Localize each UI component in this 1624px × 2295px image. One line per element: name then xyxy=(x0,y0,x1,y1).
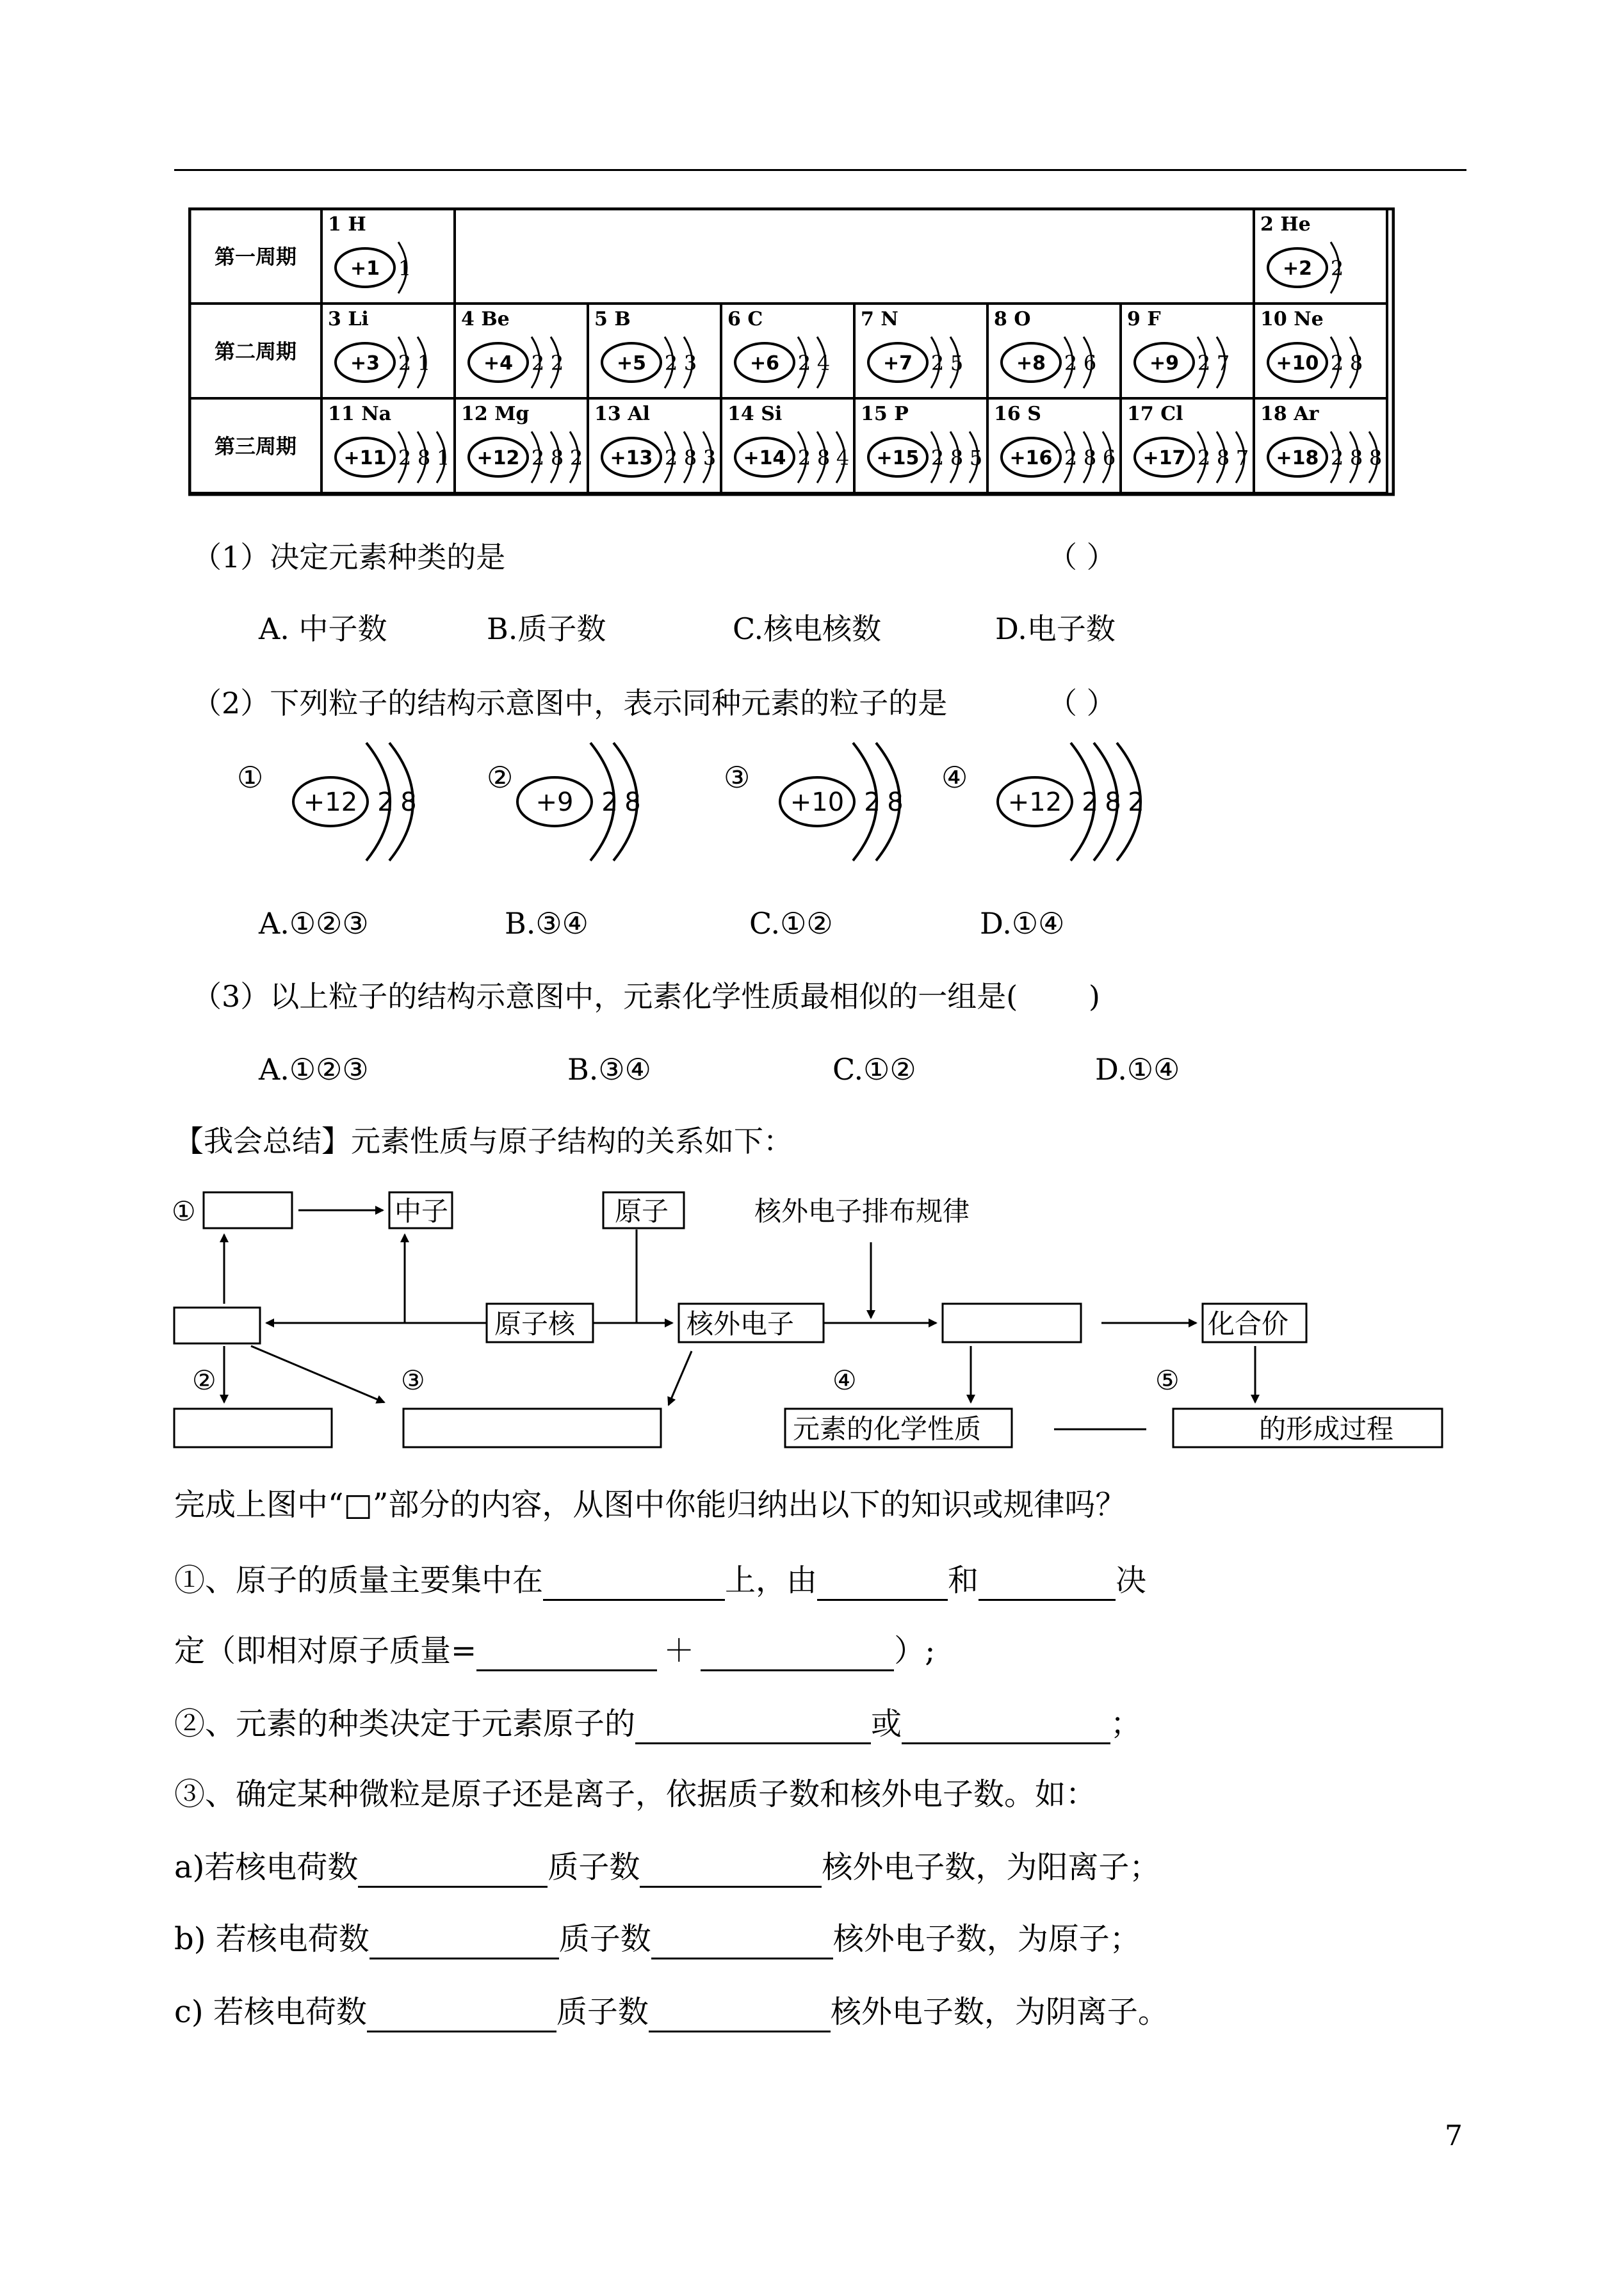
particle-charge: +10 xyxy=(790,788,845,817)
fill-5c: 核外电子数，为阳离子； xyxy=(822,1849,1160,1885)
fill-intro: 完成上图中“□”部分的内容，从图中你能归纳出以下的知识或规律吗？ xyxy=(174,1487,1126,1523)
nucleus-charge: +17 xyxy=(1142,447,1186,469)
q3-option-b: B.③④ xyxy=(567,1052,651,1087)
particle-number: ③ xyxy=(724,760,751,795)
shell-electron-count: 8 xyxy=(417,446,431,470)
flow-num-5: ⑤ xyxy=(1155,1365,1180,1396)
q3-option-a: A.①②③ xyxy=(259,1052,369,1087)
shell-electron-count: 2 xyxy=(930,351,945,375)
shell-electron-count: 6 xyxy=(1102,446,1116,470)
shell-electron-count: 2 xyxy=(1064,351,1078,375)
shell-electron-count: 2 xyxy=(569,446,583,470)
particle-charge: +12 xyxy=(303,788,358,817)
blank-input[interactable] xyxy=(369,1923,559,1959)
particle-shell-count: 2 xyxy=(1082,788,1098,817)
fill-line-1 xyxy=(174,1560,1146,1601)
particle-shell-count: 2 xyxy=(864,788,881,817)
element-name: 1 H xyxy=(328,213,366,236)
blank-input[interactable] xyxy=(902,1708,1110,1744)
flow-chem-props: 元素的化学性质 xyxy=(793,1413,982,1445)
shell-electron-count: 2 xyxy=(797,446,811,470)
fill-line-6 xyxy=(174,1918,1141,1959)
shell-electron-count: 2 xyxy=(930,446,945,470)
fill-3b: 或 xyxy=(871,1706,902,1742)
q1-text: （1）决定元素种类的是 xyxy=(192,540,506,574)
particle-number: ① xyxy=(237,760,264,795)
flow-num-3: ③ xyxy=(401,1365,425,1396)
element-name: 14 Si xyxy=(727,403,783,425)
period-label: 第三周期 xyxy=(214,434,297,458)
q1-answer-paren: （ ） xyxy=(1048,540,1116,574)
flow-neutron: 中子 xyxy=(394,1196,449,1227)
shell-electron-count: 2 xyxy=(550,351,564,375)
q1-option-d: D.电子数 xyxy=(995,612,1116,646)
nucleus-charge: +2 xyxy=(1282,257,1313,280)
nucleus-charge: +14 xyxy=(743,447,786,469)
fill-2c: ）; xyxy=(894,1633,936,1669)
blank-input[interactable] xyxy=(649,1996,831,2032)
shell-electron-count: 2 xyxy=(1197,446,1211,470)
flow-formation: 的形成过程 xyxy=(1259,1413,1394,1445)
fill-1b: 上，由 xyxy=(725,1562,818,1598)
nucleus-charge: +8 xyxy=(1016,352,1046,375)
flow-num-1: ① xyxy=(172,1196,196,1227)
fill-2a: 定（即相对原子质量= xyxy=(174,1633,477,1669)
fill-3c: ； xyxy=(1110,1706,1142,1742)
particle-number: ④ xyxy=(941,760,968,795)
q1-option-c: C.核电核数 xyxy=(733,612,882,646)
particle-shell-count: 8 xyxy=(624,788,641,817)
q2-option-c: C.①② xyxy=(749,906,833,941)
blank-input[interactable] xyxy=(358,1851,548,1888)
particle-shell-count: 2 xyxy=(601,788,618,817)
element-name: 15 P xyxy=(861,403,909,425)
blank-box-left xyxy=(174,1308,260,1343)
element-name: 8 O xyxy=(994,308,1031,330)
structure-flow-diagram xyxy=(166,1178,1447,1466)
shell-electron-count: 2 xyxy=(531,351,545,375)
shell-electron-count: 1 xyxy=(398,256,412,280)
q1-option-a: A. 中子数 xyxy=(259,612,387,646)
shell-electron-count: 8 xyxy=(1368,446,1383,470)
shell-electron-count: 8 xyxy=(550,446,564,470)
fill-1c: 和 xyxy=(948,1562,979,1598)
element-name: 5 B xyxy=(594,308,631,330)
blank-input[interactable] xyxy=(543,1564,725,1601)
q3-option-c: C.①② xyxy=(832,1052,916,1087)
element-name: 18 Ar xyxy=(1260,403,1319,425)
nucleus-charge: +6 xyxy=(749,352,780,375)
nucleus-charge: +3 xyxy=(350,352,380,375)
blank-input[interactable] xyxy=(817,1564,948,1601)
q2-answer-paren: （ ） xyxy=(1048,686,1116,720)
blank-input[interactable] xyxy=(651,1923,833,1959)
blank-input[interactable] xyxy=(701,1635,894,1671)
blank-input[interactable] xyxy=(978,1564,1116,1601)
q3-answer-paren: ) xyxy=(1089,979,1100,1014)
shell-electron-count: 8 xyxy=(1083,446,1097,470)
shell-electron-count: 5 xyxy=(969,446,983,470)
nucleus-charge: +10 xyxy=(1276,352,1319,375)
flow-rule: 核外电子排布规律 xyxy=(754,1196,970,1227)
fill-line-7 xyxy=(174,1991,1169,2032)
particle-charge: +9 xyxy=(535,788,574,817)
period-label: 第二周期 xyxy=(214,339,297,364)
q3-option-d: D.①④ xyxy=(1095,1052,1180,1087)
blank-input[interactable] xyxy=(640,1851,822,1888)
shell-electron-count: 8 xyxy=(1216,446,1230,470)
shell-electron-count: 2 xyxy=(1330,256,1344,280)
fill-7c: 核外电子数，为阴离子。 xyxy=(830,1994,1169,2030)
periodic-table xyxy=(188,207,1395,497)
shell-electron-count: 2 xyxy=(1330,351,1344,375)
shell-electron-count: 2 xyxy=(1064,446,1078,470)
blank-input[interactable] xyxy=(476,1635,657,1671)
shell-electron-count: 3 xyxy=(702,446,717,470)
shell-electron-count: 2 xyxy=(1330,446,1344,470)
flow-num-4: ④ xyxy=(832,1365,857,1396)
fill-5a: a)若核电荷数 xyxy=(174,1849,359,1885)
element-name: 2 He xyxy=(1260,213,1311,236)
q2-option-b: B.③④ xyxy=(505,906,589,941)
shell-electron-count: 2 xyxy=(531,446,545,470)
shell-electron-count: 1 xyxy=(436,446,450,470)
fill-line-3 xyxy=(174,1703,1141,1744)
shell-electron-count: 4 xyxy=(816,351,831,375)
shell-electron-count: 7 xyxy=(1216,351,1230,375)
nucleus-charge: +12 xyxy=(476,447,520,469)
shell-electron-count: 8 xyxy=(1349,351,1363,375)
shell-electron-count: 3 xyxy=(683,351,697,375)
shell-electron-count: 5 xyxy=(950,351,964,375)
element-name: 11 Na xyxy=(328,403,392,425)
nucleus-charge: +7 xyxy=(882,352,913,375)
q2-option-a: A.①②③ xyxy=(259,906,369,941)
nucleus-charge: +4 xyxy=(483,352,514,375)
particle-diagrams xyxy=(231,730,1165,884)
shell-electron-count: 2 xyxy=(797,351,811,375)
particle-shell-count: 2 xyxy=(1128,788,1144,817)
flow-atom: 原子 xyxy=(615,1196,669,1227)
shell-electron-count: 4 xyxy=(836,446,850,470)
shell-electron-count: 2 xyxy=(664,351,678,375)
header-rule xyxy=(174,169,1466,171)
fill-6a: b) 若核电荷数 xyxy=(174,1921,369,1957)
fill-7b: 质子数 xyxy=(556,1994,649,2030)
fill-6b: 质子数 xyxy=(558,1921,651,1957)
flow-num-2: ② xyxy=(192,1365,216,1396)
blank-box-mid xyxy=(943,1304,1081,1342)
particle-shell-count: 8 xyxy=(400,788,417,817)
summary-title: 【我会总结】元素性质与原子结构的关系如下： xyxy=(174,1124,793,1158)
nucleus-charge: +5 xyxy=(616,352,647,375)
fill-line-5 xyxy=(174,1847,1160,1888)
fill-5b: 质子数 xyxy=(548,1849,640,1885)
blank-box-2 xyxy=(174,1409,332,1447)
nucleus-charge: +11 xyxy=(343,447,387,469)
flow-nucleus: 原子核 xyxy=(494,1308,576,1340)
shell-electron-count: 2 xyxy=(398,351,412,375)
particle-number: ② xyxy=(487,760,514,795)
element-name: 3 Li xyxy=(328,308,369,330)
shell-electron-count: 8 xyxy=(683,446,697,470)
element-name: 7 N xyxy=(861,308,898,330)
shell-electron-count: 6 xyxy=(1083,351,1097,375)
shell-electron-count: 2 xyxy=(398,446,412,470)
nucleus-charge: +1 xyxy=(350,257,380,280)
q3-text: （3）以上粒子的结构示意图中，元素化学性质最相似的一组是( xyxy=(192,979,1018,1014)
fill-line-2 xyxy=(174,1630,935,1671)
shell-electron-count: 7 xyxy=(1235,446,1249,470)
element-name: 17 Cl xyxy=(1127,403,1183,425)
element-name: 13 Al xyxy=(594,403,650,425)
nucleus-charge: +15 xyxy=(876,447,920,469)
blank-input[interactable] xyxy=(367,1996,556,2032)
nucleus-charge: +9 xyxy=(1149,352,1180,375)
particle-shell-count: 2 xyxy=(377,788,394,817)
flow-electrons: 核外电子 xyxy=(686,1308,795,1340)
shell-electron-count: 8 xyxy=(1349,446,1363,470)
element-name: 12 Mg xyxy=(461,403,530,425)
element-name: 9 F xyxy=(1127,308,1161,330)
fill-1d: 决 xyxy=(1116,1562,1147,1598)
shell-electron-count: 8 xyxy=(816,446,831,470)
particle-shell-count: 8 xyxy=(887,788,904,817)
element-name: 4 Be xyxy=(461,308,510,330)
q2-option-d: D.①④ xyxy=(980,906,1065,941)
fill-7a: c) 若核电荷数 xyxy=(174,1994,367,2030)
fill-6c: 核外电子数，为原子； xyxy=(832,1921,1141,1957)
blank-box-1 xyxy=(204,1192,292,1228)
shell-electron-count: 2 xyxy=(664,446,678,470)
fill-2b: ＋ xyxy=(663,1633,695,1669)
flow-valence: 化合价 xyxy=(1208,1308,1289,1340)
fill-1a: ①、原子的质量主要集中在 xyxy=(174,1562,544,1598)
shell-electron-count: 1 xyxy=(417,351,431,375)
nucleus-charge: +13 xyxy=(610,447,653,469)
blank-input[interactable] xyxy=(635,1708,871,1744)
blank-box-3 xyxy=(403,1409,661,1447)
fill-3a: ②、元素的种类决定于元素原子的 xyxy=(174,1706,636,1742)
element-name: 16 S xyxy=(994,403,1041,425)
element-name: 10 Ne xyxy=(1260,308,1324,330)
element-name: 6 C xyxy=(727,308,763,330)
q1-option-b: B.质子数 xyxy=(487,612,606,646)
nucleus-charge: +16 xyxy=(1009,447,1053,469)
shell-electron-count: 2 xyxy=(1197,351,1211,375)
nucleus-charge: +18 xyxy=(1276,447,1319,469)
particle-charge: +12 xyxy=(1007,788,1062,817)
fill-line-4: ③、确定某种微粒是原子还是离子，依据质子数和核外电子数。如： xyxy=(174,1776,1097,1812)
shell-electron-count: 8 xyxy=(950,446,964,470)
q2-text: （2）下列粒子的结构示意图中，表示同种元素的粒子的是 xyxy=(192,686,948,720)
period-label: 第一周期 xyxy=(214,245,297,269)
page-number: 7 xyxy=(1445,2120,1463,2152)
particle-shell-count: 8 xyxy=(1105,788,1121,817)
